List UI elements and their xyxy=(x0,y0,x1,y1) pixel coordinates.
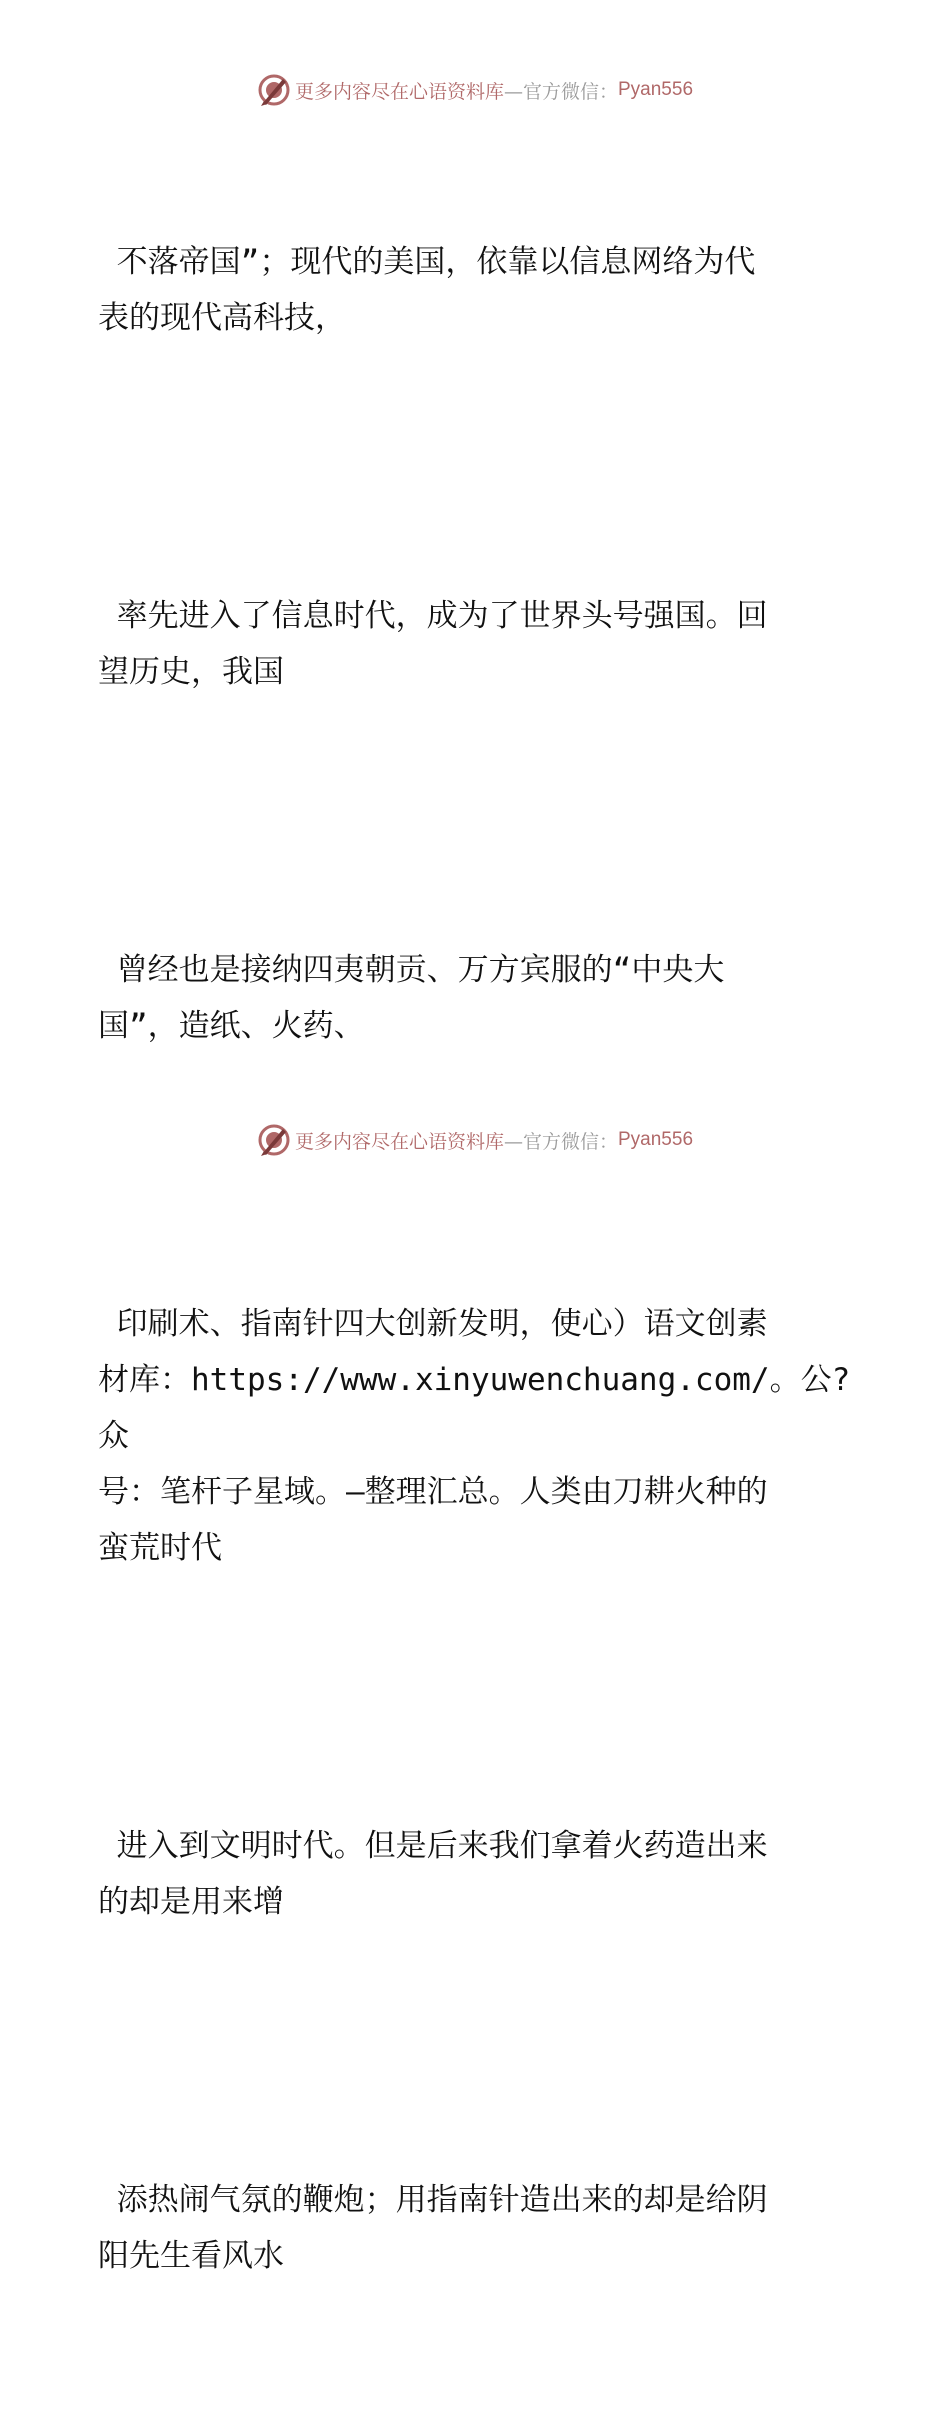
text-line: 率先进入了信息时代，成为了世界头号强国。回 xyxy=(98,598,768,634)
paragraph xyxy=(98,476,858,812)
text-line: 表的现代高科技， xyxy=(98,300,346,336)
paragraph xyxy=(98,1184,858,1688)
text-line: 曾经也是接纳四夷朝贡、万方宾服的“中央大 xyxy=(98,952,725,988)
watermark-wechat-id: Pyan556 xyxy=(618,79,694,100)
footer-watermark xyxy=(0,1120,950,1160)
watermark-wechat-id: Pyan556 xyxy=(618,1129,694,1150)
text-line: 材库：https://www.xinyuwenchuang.com/。公?众 xyxy=(98,1362,851,1454)
text-line: 号：笔杆子星域。—整理汇总。人类由刀耕火种的 xyxy=(98,1474,768,1510)
text-line: 不落帝国”；现代的美国，依靠以信息网络为代 xyxy=(98,244,756,280)
pen-logo-icon xyxy=(257,73,291,107)
paragraph xyxy=(98,2060,858,2396)
paragraph xyxy=(98,1706,858,2042)
text-line: 添热闹气氛的鞭炮；用指南针造出来的却是给阴 xyxy=(98,2182,768,2218)
watermark-wechat-label: —官方微信： xyxy=(503,80,618,103)
text-line: 进入到文明时代。但是后来我们拿着火药造出来 xyxy=(98,1828,768,1864)
header-watermark xyxy=(0,70,950,110)
text-line: 望历史，我国 xyxy=(98,654,284,690)
watermark-title: 更多内容尽在心语资料库 xyxy=(294,80,504,103)
pen-logo-icon xyxy=(257,1123,291,1157)
body-text xyxy=(98,122,858,2414)
text-line: 的却是用来增 xyxy=(98,1884,284,1920)
watermark-wechat-label: —官方微信： xyxy=(503,1130,618,1153)
paragraph xyxy=(98,830,858,1166)
text-line: 国”，造纸、火药、 xyxy=(98,1008,365,1044)
text-line: 蛮荒时代 xyxy=(98,1530,222,1566)
text-line: 印刷术、指南针四大创新发明，使心）语文创素 xyxy=(98,1306,768,1342)
paragraph xyxy=(98,122,858,458)
watermark-title: 更多内容尽在心语资料库 xyxy=(294,1130,504,1153)
text-line: 阳先生看风水 xyxy=(98,2238,284,2274)
